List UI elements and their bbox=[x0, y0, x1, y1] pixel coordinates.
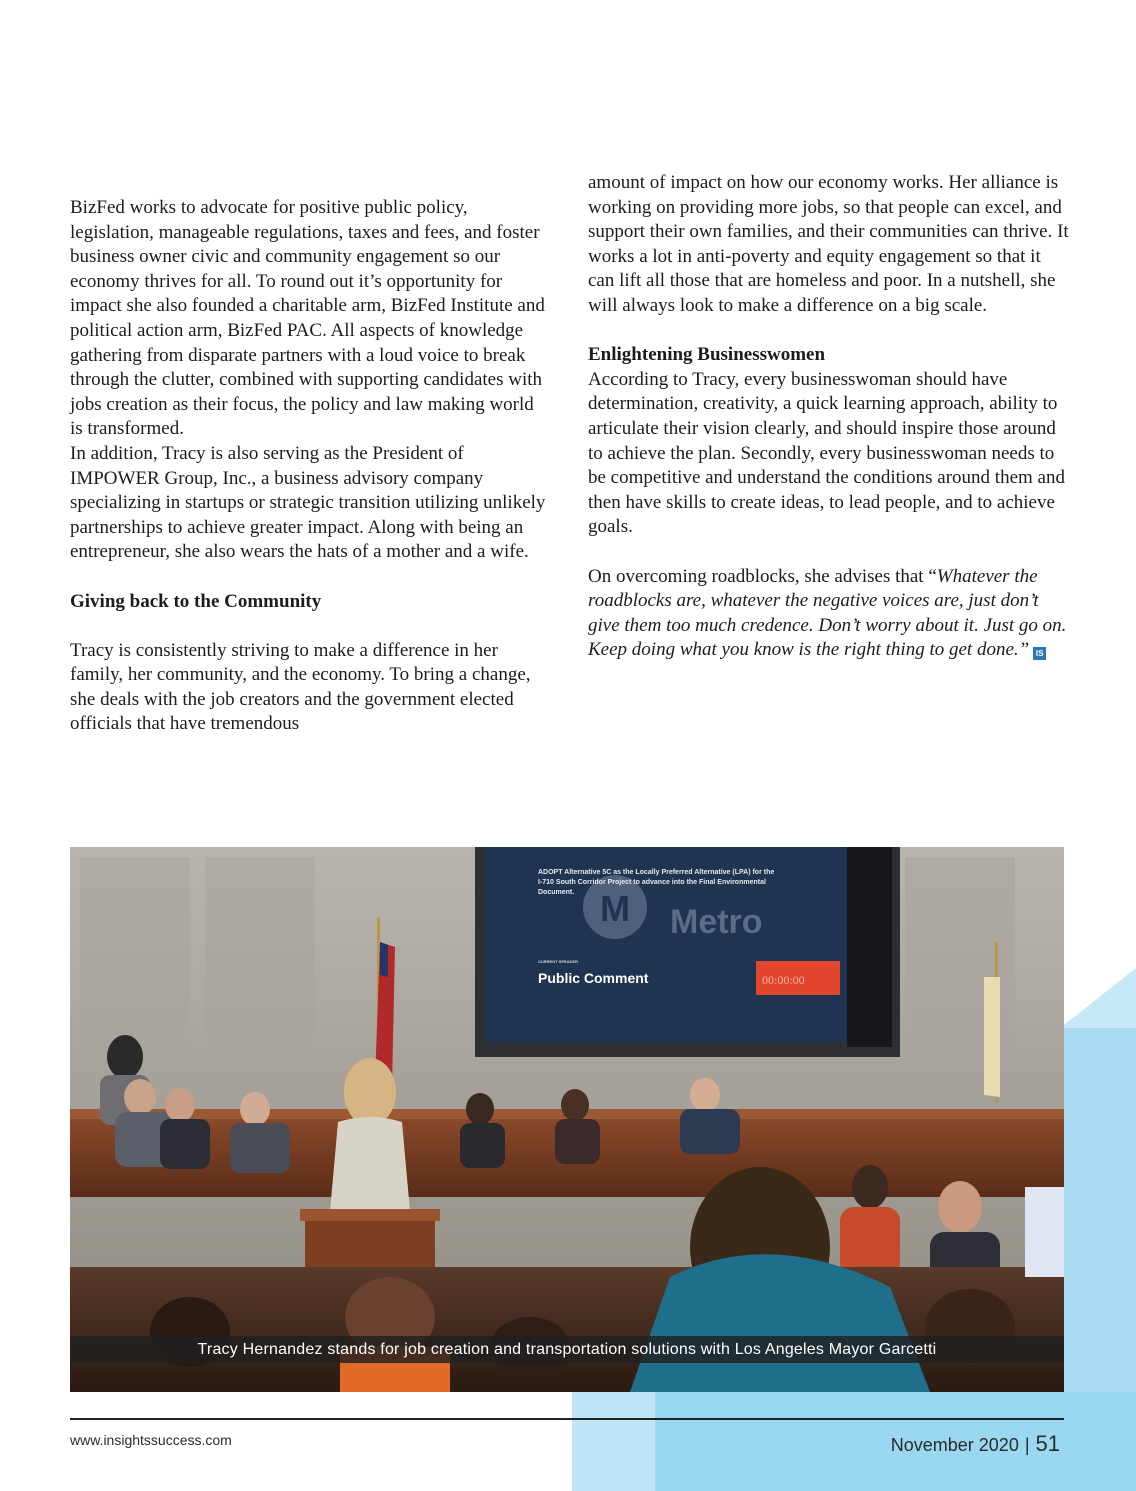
footer-issue-info bbox=[891, 1431, 1060, 1457]
screen-brand: Metro bbox=[670, 903, 763, 941]
issue-date: November 2020 bbox=[890, 1435, 1019, 1455]
page-number: 51 bbox=[1035, 1431, 1060, 1456]
footer-website-link[interactable]: www.insightssuccess.com bbox=[70, 1432, 232, 1448]
screen-line-3: Document. bbox=[538, 889, 575, 896]
paragraph-community: Tracy is consistently striving to make a difference in her family, her community, and the economy. To bring a change, she deals with the job creators and the government elected officials that have tremendous bbox=[70, 639, 531, 735]
paragraph-impower: In addition, Tracy is also serving as the President of IMPOWER Group, Inc., a business advisory company specializing in startups or strategic transition utilizing unlikely partnerships to achieve greater impact. Along with being an entrepreneur, she also wears the hats of a mother and a wife. bbox=[70, 442, 546, 563]
article-left-column bbox=[70, 196, 548, 737]
screen-speaker: Public Comment bbox=[538, 970, 649, 986]
screen-line-1: ADOPT Alternative 5C as the Locally Preferred Alternative (LPA) for the bbox=[538, 869, 775, 876]
decorative-blue-panel bbox=[1064, 1028, 1136, 1392]
photo-caption: Tracy Hernandez stands for job creation and transportation solutions with Los Angeles Mayor Garcetti bbox=[70, 1336, 1064, 1363]
footer-divider bbox=[70, 1418, 1064, 1420]
screen-speaker-label: CURRENT SPEAKER bbox=[538, 959, 579, 964]
screen-timer: 00:00:00 bbox=[762, 973, 805, 987]
paragraph-roadblocks bbox=[588, 565, 1070, 663]
metro-logo-icon: M bbox=[600, 888, 630, 929]
section-heading-giving-back: Giving back to the Community bbox=[70, 590, 322, 612]
article-end-mark-icon: IS bbox=[1033, 647, 1046, 660]
screen-line-2: I-710 South Corridor Project to advance into the Final Environmental bbox=[538, 879, 766, 886]
article-right-column bbox=[588, 171, 1070, 663]
council-meeting-photo bbox=[70, 847, 1064, 1392]
paragraph-businesswomen: According to Tracy, every businesswoman should have determination, creativity, a quick learning approach, ability to articulate their vision clearly, and should inspire those around to achieve the plan. Secondly, every businesswoman needs to be competitive and understand the conditions around them and then have skills to create ideas, to lead people, and to achieve goals. bbox=[588, 368, 1065, 538]
decorative-blue-triangle bbox=[1060, 968, 1136, 1028]
paragraph-impact: amount of impact on how our economy works. Her alliance is working on providing more jobs, so that people can excel, and support their own families, and their communities can thrive. It works a lot in anti-poverty and equity engagement so that it can lift all those that are homeless and poor. In a nutshell, she will always look to make a difference on a big scale. bbox=[588, 172, 1069, 316]
footer-separator: | bbox=[1024, 1435, 1030, 1455]
roadblocks-intro: On overcoming roadblocks, she advises that “ bbox=[588, 565, 937, 587]
section-heading-businesswomen: Enlightening Businesswomen bbox=[588, 344, 826, 366]
paragraph-bizfed: BizFed works to advocate for positive public policy, legislation, manageable regulations, taxes and fees, and foster business owner civic and community engagement so our economy thrives for all. To round out it’s opportunity for impact she also founded a charitable arm, BizFed Institute and political action arm, BizFed PAC. All aspects of knowledge gathering from disparate partners with a loud voice to break through the clutter, combined with supporting candidates with jobs creation as their focus, the policy and law making world is transformed. bbox=[70, 197, 545, 440]
roadblocks-quote: Whatever the roadblocks are, whatever the negative voices are, just don’t give them too much credence. Don’t worry about it. Just go on. Keep doing what you know is the right thing to get done.” bbox=[588, 565, 1067, 661]
